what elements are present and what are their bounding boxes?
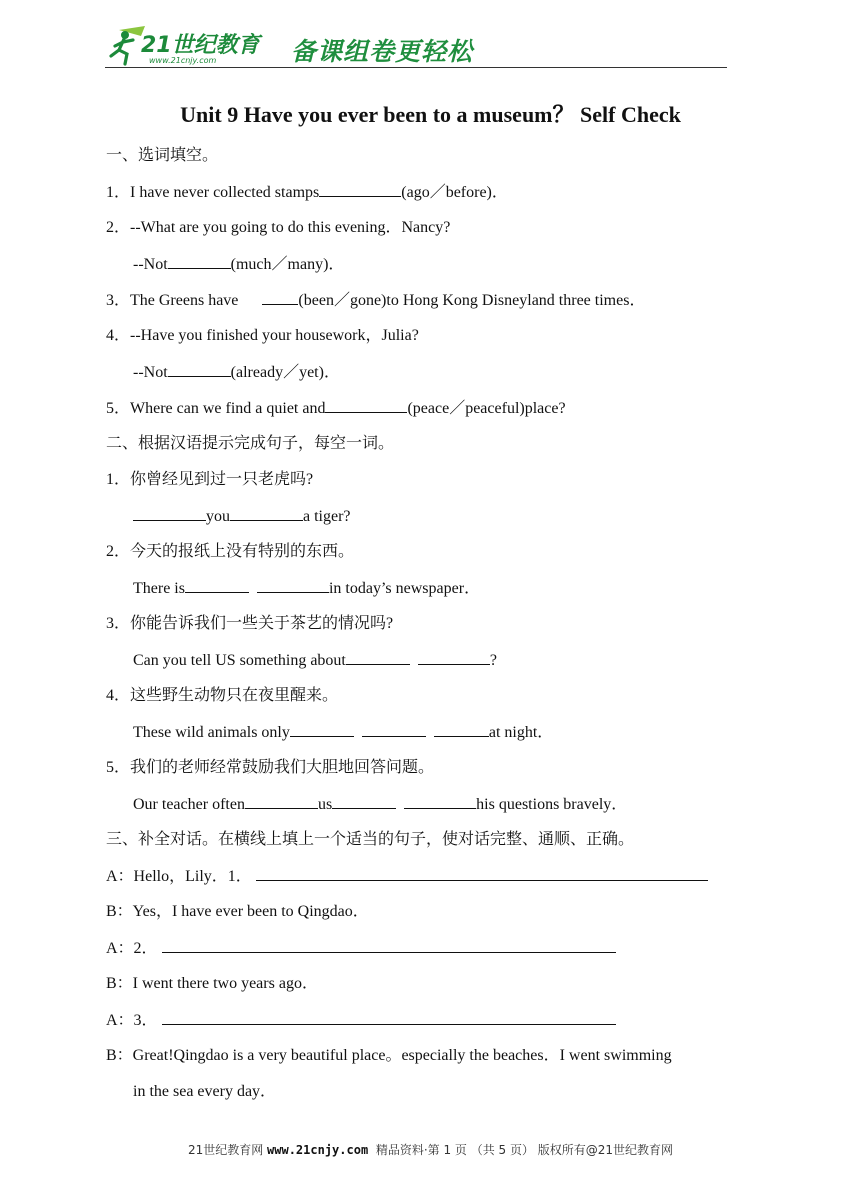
answer-blank[interactable] <box>230 506 303 521</box>
s1-question-2-answer <box>133 254 344 275</box>
s1-q3-text: 3．The Greens have <box>106 292 263 309</box>
footer-page-info: 精品资料·第 1 页 （共 5 页） 版权所有@21世纪教育网 <box>368 1143 674 1157</box>
s2-q3-text-end: ? <box>489 652 497 669</box>
s2-q1-chinese: 1．你曾经见到过一只老虎吗? <box>106 471 314 488</box>
answer-blank[interactable] <box>346 650 410 665</box>
answer-blank[interactable] <box>256 866 708 881</box>
s1-q5-text: 5．Where can we find a quiet and <box>106 400 326 417</box>
dialogue-line-2: B：Yes，I have ever been to Qingdao． <box>106 903 369 920</box>
s2-q1-word: you <box>206 508 230 525</box>
answer-blank[interactable] <box>332 794 396 809</box>
dialogue-line-3 <box>106 938 616 959</box>
s1-q4-text: --Not <box>133 364 168 381</box>
s2-q2-chinese: 2．今天的报纸上没有特别的东西。 <box>106 543 355 560</box>
header-slogan: 备课组卷更轻松 <box>291 37 474 66</box>
dialogue-line-1 <box>106 866 708 887</box>
s2-q5-text: Our teacher often <box>133 796 245 813</box>
s1-question-4: 4．--Have you finished your housework，Julia? <box>106 327 419 344</box>
page-footer <box>0 1141 861 1158</box>
section1-heading: 一、选词填空。 <box>106 147 219 164</box>
logo-url: www.21cnjy.com <box>149 56 217 65</box>
s1-q5-options: (peace／peaceful)place? <box>407 400 566 417</box>
s2-q1-english <box>133 506 351 527</box>
answer-blank[interactable] <box>245 794 318 809</box>
header-divider <box>105 67 727 68</box>
s1-question-3 <box>106 290 645 311</box>
answer-blank[interactable] <box>319 182 401 197</box>
answer-blank[interactable] <box>168 254 231 269</box>
section2-heading: 二、根据汉语提示完成句子，每空一词。 <box>106 435 395 452</box>
dialogue-line-7: in the sea every day． <box>133 1083 277 1100</box>
s1-q2-options: (much／many)． <box>230 256 345 273</box>
dialogue-line-4: B：I went there two years ago． <box>106 975 318 992</box>
s2-q2-text-end: in today’s newspaper． <box>328 580 481 597</box>
dialogue-text: A：3． <box>106 1012 158 1029</box>
answer-blank[interactable] <box>362 722 426 737</box>
answer-blank[interactable] <box>257 578 329 593</box>
s2-q4-english <box>133 722 553 743</box>
section3-heading: 三、补全对话。在横线上填上一个适当的句子，使对话完整、通顺、正确。 <box>106 831 635 848</box>
answer-blank[interactable] <box>162 1010 616 1025</box>
s2-q2-text: There is <box>133 580 185 597</box>
s1-q3-options: (been／gone)to Hong Kong Disneyland three times． <box>298 292 646 309</box>
page-header <box>105 26 727 70</box>
s2-q4-text-end: at night． <box>488 724 554 741</box>
dialogue-text: A：2． <box>106 940 158 957</box>
s1-q4-options: (already／yet)． <box>230 364 340 381</box>
dialogue-text: A：Hello，Lily．1． <box>106 868 252 885</box>
answer-blank[interactable] <box>185 578 249 593</box>
s2-q3-text: Can you tell US something about <box>133 652 346 669</box>
answer-blank[interactable] <box>262 290 298 305</box>
s2-q5-word: us <box>317 796 333 813</box>
s2-q4-chinese: 4．这些野生动物只在夜里醒来。 <box>106 687 339 704</box>
s2-q1-text: a tiger? <box>303 508 351 525</box>
answer-blank[interactable] <box>404 794 476 809</box>
footer-url[interactable]: www.21cnjy.com <box>267 1143 369 1157</box>
answer-blank[interactable] <box>168 362 231 377</box>
s1-question-4-answer <box>133 362 340 383</box>
footer-site: 21世纪教育网 <box>187 1143 268 1157</box>
answer-blank[interactable] <box>418 650 490 665</box>
s1-question-5 <box>106 398 566 419</box>
s2-q2-english <box>133 578 480 599</box>
s2-q5-text-end: his questions bravely． <box>476 796 628 813</box>
s1-question-1 <box>106 182 508 203</box>
s2-q4-text: These wild animals only <box>133 724 290 741</box>
s2-q3-chinese: 3．你能告诉我们一些关于茶艺的情况吗? <box>106 615 394 632</box>
answer-blank[interactable] <box>325 398 407 413</box>
answer-blank[interactable] <box>162 938 616 953</box>
s1-q1-text: 1．I have never collected stamps <box>106 184 320 201</box>
s2-q5-english <box>133 794 627 815</box>
s1-q1-options: (ago／before)． <box>401 184 508 201</box>
answer-blank[interactable] <box>434 722 489 737</box>
page-title: Unit 9 Have you ever been to a museum？ Self Check <box>180 102 681 127</box>
answer-blank[interactable] <box>133 506 206 521</box>
answer-blank[interactable] <box>290 722 354 737</box>
s2-q5-chinese: 5．我们的老师经常鼓励我们大胆地回答问题。 <box>106 759 435 776</box>
s1-q2-text: --Not <box>133 256 168 273</box>
dialogue-line-6: B：Great!Qingdao is a very beautiful place。especially the beaches．I went swimming <box>106 1047 672 1064</box>
s1-question-2: 2．--What are you going to do this evening．Nancy? <box>106 219 451 236</box>
s2-q3-english <box>133 650 497 671</box>
dialogue-line-5 <box>106 1010 616 1031</box>
logo-text: 21世纪教育 <box>141 33 260 58</box>
